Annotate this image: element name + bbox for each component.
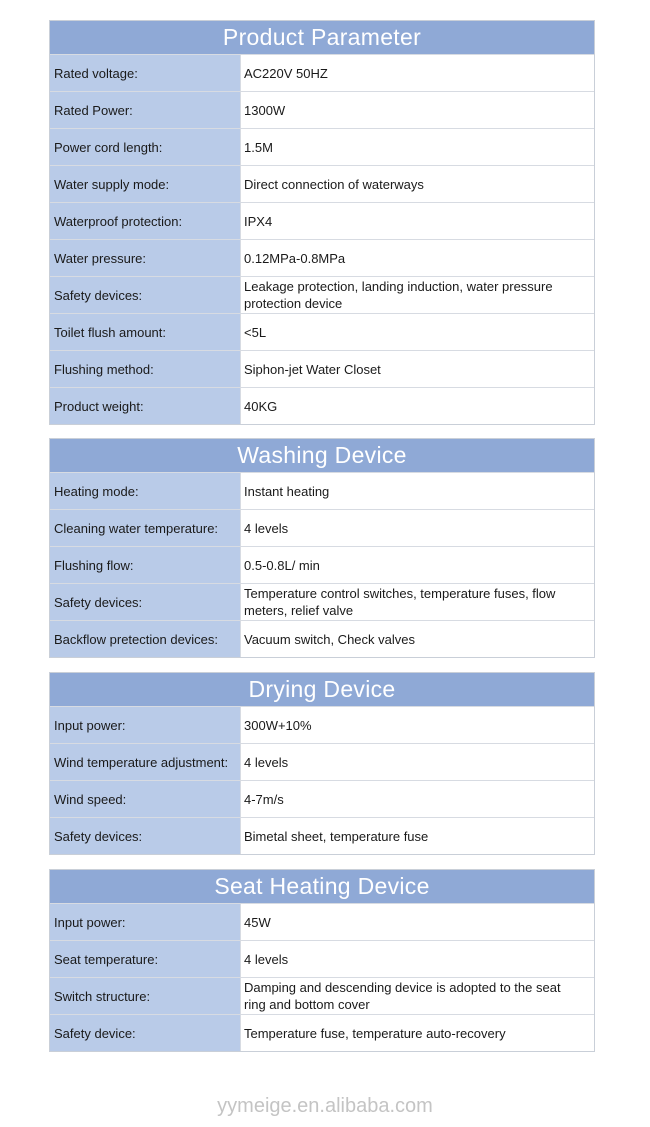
- drying-device-table: [49, 672, 595, 855]
- row-label: Safety devices:: [50, 818, 240, 854]
- table-row: [50, 620, 594, 657]
- table-row: [50, 706, 594, 743]
- row-value: 4 levels: [240, 941, 594, 977]
- row-label: Wind speed:: [50, 781, 240, 817]
- table-row: [50, 313, 594, 350]
- row-value: Leakage protection, landing induction, water pressure protection device: [240, 277, 594, 313]
- row-label: Safety devices:: [50, 277, 240, 313]
- row-value: 1300W: [240, 92, 594, 128]
- table-row: [50, 1014, 594, 1051]
- row-label: Waterproof protection:: [50, 203, 240, 239]
- table-row: [50, 165, 594, 202]
- table-row: [50, 54, 594, 91]
- table-row: [50, 91, 594, 128]
- row-label: Rated voltage:: [50, 55, 240, 91]
- row-label: Toilet flush amount:: [50, 314, 240, 350]
- row-value: 0.5-0.8L/ min: [240, 547, 594, 583]
- section-title: Washing Device: [50, 439, 594, 472]
- table-row: [50, 546, 594, 583]
- row-label: Heating mode:: [50, 473, 240, 509]
- row-value: <5L: [240, 314, 594, 350]
- table-row: [50, 743, 594, 780]
- row-value: Direct connection of waterways: [240, 166, 594, 202]
- section-title: Drying Device: [50, 673, 594, 706]
- table-row: [50, 583, 594, 620]
- table-row: [50, 780, 594, 817]
- watermark: yymeige.en.alibaba.com: [217, 1095, 433, 1117]
- row-value: Vacuum switch, Check valves: [240, 621, 594, 657]
- table-row: [50, 977, 594, 1014]
- table-row: [50, 472, 594, 509]
- section-title: Seat Heating Device: [50, 870, 594, 903]
- row-label: Input power:: [50, 707, 240, 743]
- row-label: Water supply mode:: [50, 166, 240, 202]
- row-label: Backflow pretection devices:: [50, 621, 240, 657]
- table-row: [50, 387, 594, 424]
- table-row: [50, 350, 594, 387]
- row-label: Product weight:: [50, 388, 240, 424]
- row-label: Seat temperature:: [50, 941, 240, 977]
- table-row: [50, 940, 594, 977]
- row-label: Flushing method:: [50, 351, 240, 387]
- row-label: Input power:: [50, 904, 240, 940]
- row-value: Siphon-jet Water Closet: [240, 351, 594, 387]
- table-row: [50, 202, 594, 239]
- row-value: 300W+10%: [240, 707, 594, 743]
- section-title: Product Parameter: [50, 21, 594, 54]
- row-label: Switch structure:: [50, 978, 240, 1014]
- row-value: Temperature control switches, temperature fuses, flow meters, relief valve: [240, 584, 594, 620]
- row-value: Bimetal sheet, temperature fuse: [240, 818, 594, 854]
- table-row: [50, 509, 594, 546]
- row-label: Safety devices:: [50, 584, 240, 620]
- row-label: Flushing flow:: [50, 547, 240, 583]
- product-parameter-table: [49, 20, 595, 425]
- table-row: [50, 128, 594, 165]
- row-value: 40KG: [240, 388, 594, 424]
- row-label: Safety device:: [50, 1015, 240, 1051]
- washing-device-table: [49, 438, 595, 658]
- row-label: Power cord length:: [50, 129, 240, 165]
- row-value: AC220V 50HZ: [240, 55, 594, 91]
- row-label: Wind temperature adjustment:: [50, 744, 240, 780]
- row-label: Rated Power:: [50, 92, 240, 128]
- row-value: 45W: [240, 904, 594, 940]
- row-value: Temperature fuse, temperature auto-recovery: [240, 1015, 594, 1051]
- row-label: Cleaning water temperature:: [50, 510, 240, 546]
- table-row: [50, 276, 594, 313]
- row-value: Damping and descending device is adopted to the seat ring and bottom cover: [240, 978, 594, 1014]
- seat-heating-device-table: [49, 869, 595, 1052]
- row-value: IPX4: [240, 203, 594, 239]
- row-value: 1.5M: [240, 129, 594, 165]
- row-value: 4 levels: [240, 744, 594, 780]
- row-value: 0.12MPa-0.8MPa: [240, 240, 594, 276]
- row-value: 4 levels: [240, 510, 594, 546]
- table-row: [50, 903, 594, 940]
- table-row: [50, 239, 594, 276]
- table-row: [50, 817, 594, 854]
- row-value: Instant heating: [240, 473, 594, 509]
- row-value: 4-7m/s: [240, 781, 594, 817]
- row-label: Water pressure:: [50, 240, 240, 276]
